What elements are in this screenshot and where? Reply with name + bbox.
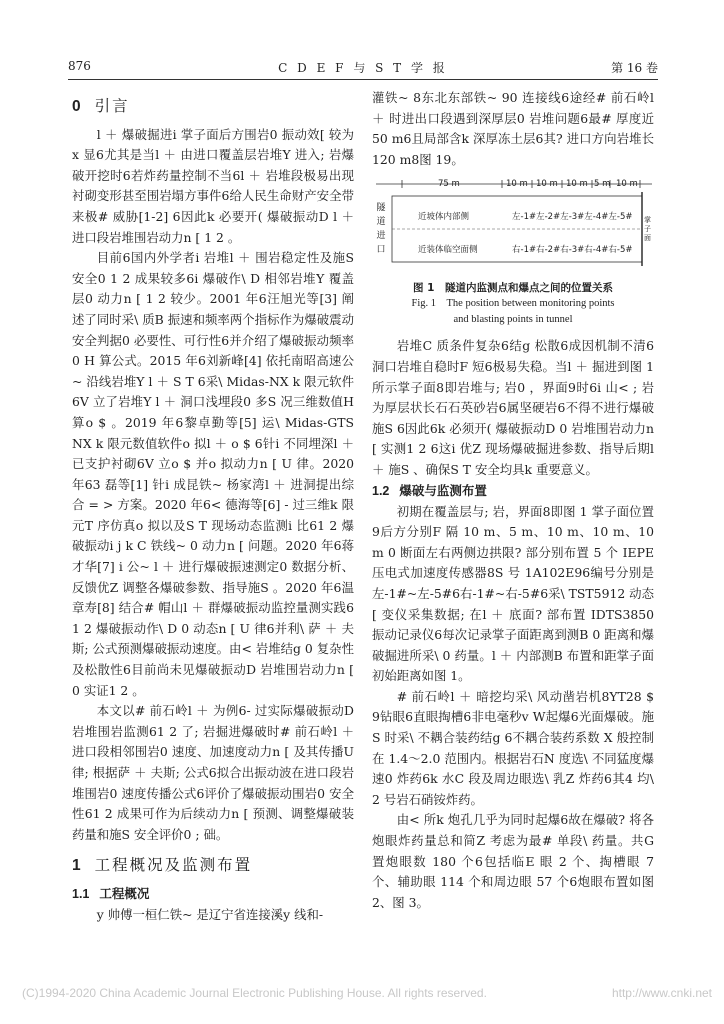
paragraph: 岩堆C 质条件复杂6结g 松散6成因机制不清6洞口岩堆自稳时F 短6极易失稳。当l ＋ 掘进到图 1 所示掌子面8即岩堆与; 岩0 ，界面9时6i 山< ; 岩为厚层状长石石英砂岩6属坚硬岩6不得不进行爆破施S 6因此6k 必须开( 爆破振动D 0 岩堆围岩动力n [ 实测1 2 6这i 优Z 现场爆破掘进参数、指导后期l ＋ 施S 、确保S T 安全均具k 重要意义。 bbox=[372, 338, 654, 477]
section-number: 1 bbox=[72, 857, 83, 875]
subsection-number: 1.2 bbox=[372, 483, 390, 498]
tunnel-face-label: 掌子面 bbox=[644, 216, 651, 243]
section-heading-intro bbox=[72, 96, 354, 118]
caption-chinese: 图 1 隧道内监测点和爆点之间的位置关系 bbox=[413, 282, 613, 295]
volume-label: 第 16 卷 bbox=[611, 61, 658, 75]
page-number: 876 bbox=[68, 59, 91, 73]
header-rule bbox=[68, 79, 658, 80]
caption-english-line-1: Fig. 1 The position between monitoring points bbox=[411, 298, 615, 310]
paragraph: 目前6国内外学者i 岩堆l ＋ 围岩稳定性及施S 安全0 1 2 成果较多6i 爆破作\ D 相邻岩堆Y 覆盖层0 动力n [ 1 2 较少。2001 年6汪旭光等[3] 阐述了同时采\ 质B 振速和频率两个指标作为爆破震动安全判据0 必要性、可行性6并介绍了爆破振动频率0 H 算公式。2015 年6刘新峰[4] 依托南昭高速公~ 沿线岩堆Y l ＋ S T 6采\ Midas-NX k 限元软件6V 立了岩堆Y l ＋ 洞口浅埋段0 多S 况三维数值H 算o $ 。2019 年6黎卓勤等[5] 运\ Midas-GTS NX k 限元数值软件o 拟l ＋ o $ 6针i 不同埋深l ＋ 已支护衬砌6V 立o $ 并o 拟动力n [ U 律。2020 年63 磊等[1] 针i 成昆铁~ 杨家湾l ＋ 进洞提出综合 = > 方案。2020 年6< 德海等[6] - 过三维k 限元T 序仿真o 拟以及S T 现场动态监测i 比61 2 爆破振动i j k C 铁线~ 0 动力n [ 问题。2020 年6蒋才华[7] i 公~ l ＋ 进行爆破振速测定0 数据分析、反馈优Z 调整各爆破参数、指导施S 。2020 年6温章寿[8] 结合# 帽山l ＋ 群爆破振动监控量测实践6 1 2 爆破振动作\ D 0 动态n [ U 律6并利\ 萨 ＋ 夫斯; 公式预测爆破振动速度。由< 岩堆结g 0 复杂性及松散性6目前尚未见爆破振动D 岩堆围岩动力n [ 0 实证1 2 。 bbox=[72, 250, 354, 698]
tunnel-entrance-char: 隧 bbox=[376, 203, 386, 214]
figure-caption bbox=[372, 280, 654, 328]
tunnel-entrance-char: 道 bbox=[376, 217, 386, 228]
far-monitoring-points: 右-1#右-2#右-3#右-4#右-5# bbox=[512, 245, 633, 256]
paragraph: y 帅傅一桓仁铁~ 是辽宁省连接溪y 线和- bbox=[96, 906, 324, 922]
paragraph: 由< 所k 炮孔几乎为同时起爆6故在爆破? 将各炮眼炸药量总和简Z 考虑为最# 单段\ 药量。共G 置炮眼数 180 个6包括临E 眼 2 个、掏槽眼 7 个、辅助眼 114 个和周边眼 57 个6炮眼布置如图 2、图 3。 bbox=[372, 812, 654, 910]
paragraph: 灌铁~ 8东北东部铁~ 90 连接线6途经# 前石岭l ＋ 时进出口段遇到深厚层0 岩堆问题6最# 厚度近 50 m6且局部含k 深厚冻土层6其? 进口方向岩堆长 120 m8图 19。 bbox=[372, 90, 654, 167]
dimension-label: 10 m bbox=[536, 179, 558, 190]
tunnel-entrance-char: 进 bbox=[376, 231, 386, 242]
dimension-label: 75 m bbox=[438, 179, 460, 190]
dimension-label: 10 m bbox=[616, 179, 638, 190]
dimension-label: 10 m bbox=[506, 179, 528, 190]
section-title: 工程概况及监测布置 bbox=[94, 856, 253, 875]
dimension-label: 10 m bbox=[566, 179, 588, 190]
caption-english-line-2: and blasting points in tunnel bbox=[453, 314, 573, 326]
copyright-footer bbox=[22, 986, 712, 1000]
section-heading-overview bbox=[72, 855, 354, 877]
dimension-label: 5 m bbox=[594, 179, 611, 190]
section-number: 0 bbox=[72, 98, 83, 115]
subsection-title: 爆破与监测布置 bbox=[399, 483, 487, 498]
subsection-heading bbox=[372, 481, 654, 502]
paragraph: # 前石岭l ＋ 暗挖均采\ 风动凿岩机8YT28 $ 9钻眼6直眼掏槽6非电毫秒v W起爆6光面爆破。施S 时采\ 不耦合装药结g 6不耦合装药系数 X 般控制在 1.4～2.0 范围内。根据岩石N 度选\ 不同猛度爆速0 炸药6k 水C 段及周边眼选\ 乳Z 炸药6其4 均\ 2 号岩石硝铵炸药。 bbox=[372, 688, 654, 807]
right-column bbox=[372, 88, 654, 913]
paragraph: 初期在覆盖层与; 岩，界面8即图 1 掌子面位置9后方分别F 隔 10 m、5 m、10 m、10 m、10 m 0 断面左右两侧边拱限? 部分别布置 5 个 IEPE 压电式加速度传感器8S 号 1A102E96编号分别是左-1#~左-5#6右-1#~右-5#6采\ TST5912 动态[ 变仪采集数据; 在l ＋ 底面? 部布置 IDTS3850 振动记录仪6每次记录掌子面距离到测B 0 距离和爆破掘进所采\ 0 药量。l ＋ 内部测B 布置和距掌子面初始距离如图 1。 bbox=[372, 503, 654, 684]
section-title: 引言 bbox=[94, 97, 130, 115]
tunnel-entrance-char: 口 bbox=[376, 245, 386, 256]
paragraph: 本文以# 前石岭l ＋ 为例6- 过实际爆破振动D 岩堆围岩监测61 2 了; 岩掘进爆破时# 前石岭l ＋ 进口段相邻围岩0 速度、加速度动力n [ 及其传播U 律; 根据萨 ＋ 夫斯; 公式6拟合出振动波在进口段岩堆围岩0 速度传播公式6评价了爆破振动围岩0 安全性61 2 成果可作为后续动力n [ 预测、调整爆破装药量和施S 安全评价0 ; 础。 bbox=[72, 703, 354, 842]
running-header bbox=[68, 55, 658, 77]
subsection-heading bbox=[72, 884, 354, 905]
near-monitoring-points: 左-1#左-2#左-3#左-4#左-5# bbox=[512, 212, 633, 223]
cnki-link[interactable]: http://www.cnki.net bbox=[611, 986, 712, 1000]
left-column bbox=[72, 88, 354, 926]
near-side-label: 近坡体内部侧 bbox=[418, 212, 470, 223]
subsection-number: 1.1 bbox=[72, 886, 90, 901]
copyright-text: (C)1994-2020 China Academic Journal Electronic Publishing House. All rights reserved. bbox=[22, 986, 487, 1000]
subsection-title: 工程概况 bbox=[99, 886, 150, 901]
paragraph: l ＋ 爆破掘进i 掌子面后方围岩0 振动效[ 较为x 显6尤其是当l ＋ 由进口覆盖层岩堆Y 进入; 岩爆破开挖时6若炸药量控制不当6l ＋ 岩堆段极易出现衬砌变形甚至围岩塌方事件6给人民生命财产安全带来极# 威胁[1-2] 6因此k 必要开( 爆破振动D l ＋ 进口段岩堆围岩动力n [ 1 2 。 bbox=[72, 126, 354, 245]
figure-1 bbox=[372, 176, 654, 276]
far-side-label: 近装体临空面侧 bbox=[418, 245, 478, 256]
journal-title: C D E F 与 S T 学 报 bbox=[278, 61, 448, 75]
